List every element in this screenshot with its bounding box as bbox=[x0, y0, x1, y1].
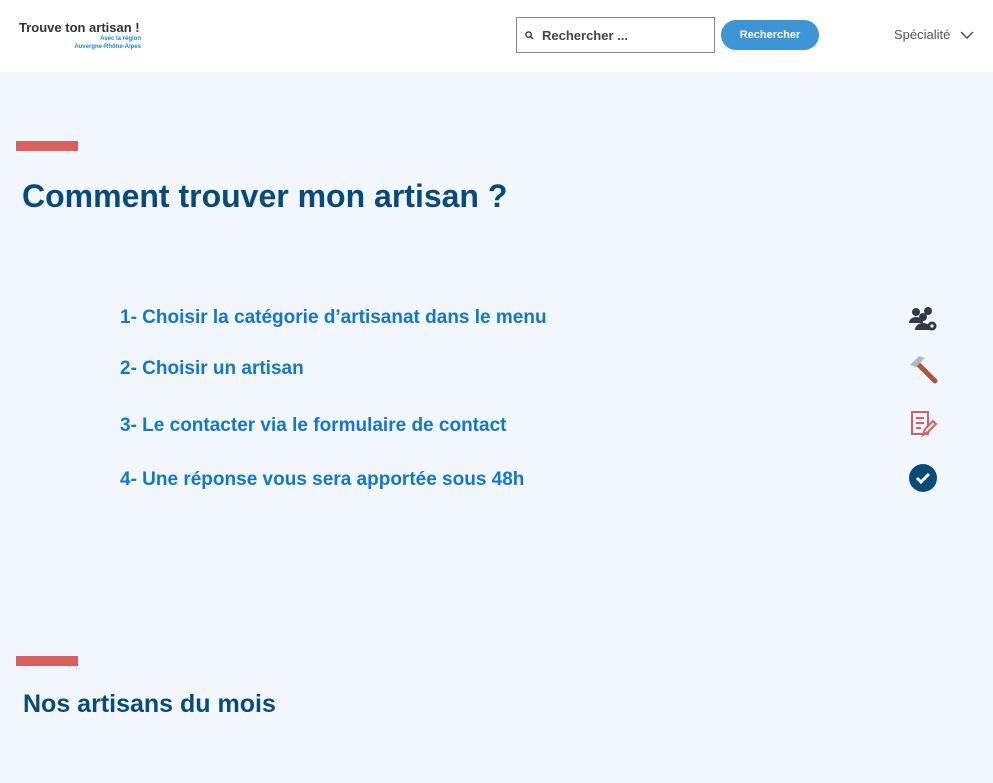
section-title-artisans: Nos artisans du mois bbox=[23, 690, 276, 718]
specialty-label: Spécialité bbox=[894, 27, 951, 42]
step-4: 4- Une réponse vous sera apportée sous 48h bbox=[120, 469, 525, 490]
check-circle-icon bbox=[906, 461, 940, 495]
accent-bar-2 bbox=[16, 656, 78, 666]
logo-subtitle-region: Auvergne-Rhône-Alpes bbox=[74, 44, 141, 50]
search-icon bbox=[525, 31, 534, 40]
logo[interactable] bbox=[19, 20, 141, 51]
step-2: 2- Choisir un artisan bbox=[120, 358, 304, 379]
chevron-down-icon bbox=[960, 31, 974, 39]
step-1: 1- Choisir la catégorie d’artisanat dans le menu bbox=[120, 307, 547, 328]
header bbox=[0, 0, 993, 72]
page-title: Comment trouver mon artisan ? bbox=[22, 178, 508, 214]
specialty-dropdown[interactable] bbox=[894, 27, 974, 42]
accent-bar bbox=[16, 141, 78, 151]
users-gear-icon bbox=[906, 302, 940, 336]
form-edit-icon bbox=[906, 407, 940, 441]
logo-title: Trouve ton artisan ! bbox=[19, 20, 140, 35]
search-input[interactable] bbox=[542, 28, 702, 43]
logo-subtitle: Avec la région bbox=[100, 36, 141, 42]
search-box bbox=[516, 17, 715, 53]
step-3: 3- Le contacter via le formulaire de contact bbox=[120, 415, 507, 436]
search-button[interactable]: Rechercher bbox=[721, 20, 819, 50]
hammer-icon bbox=[906, 352, 940, 386]
